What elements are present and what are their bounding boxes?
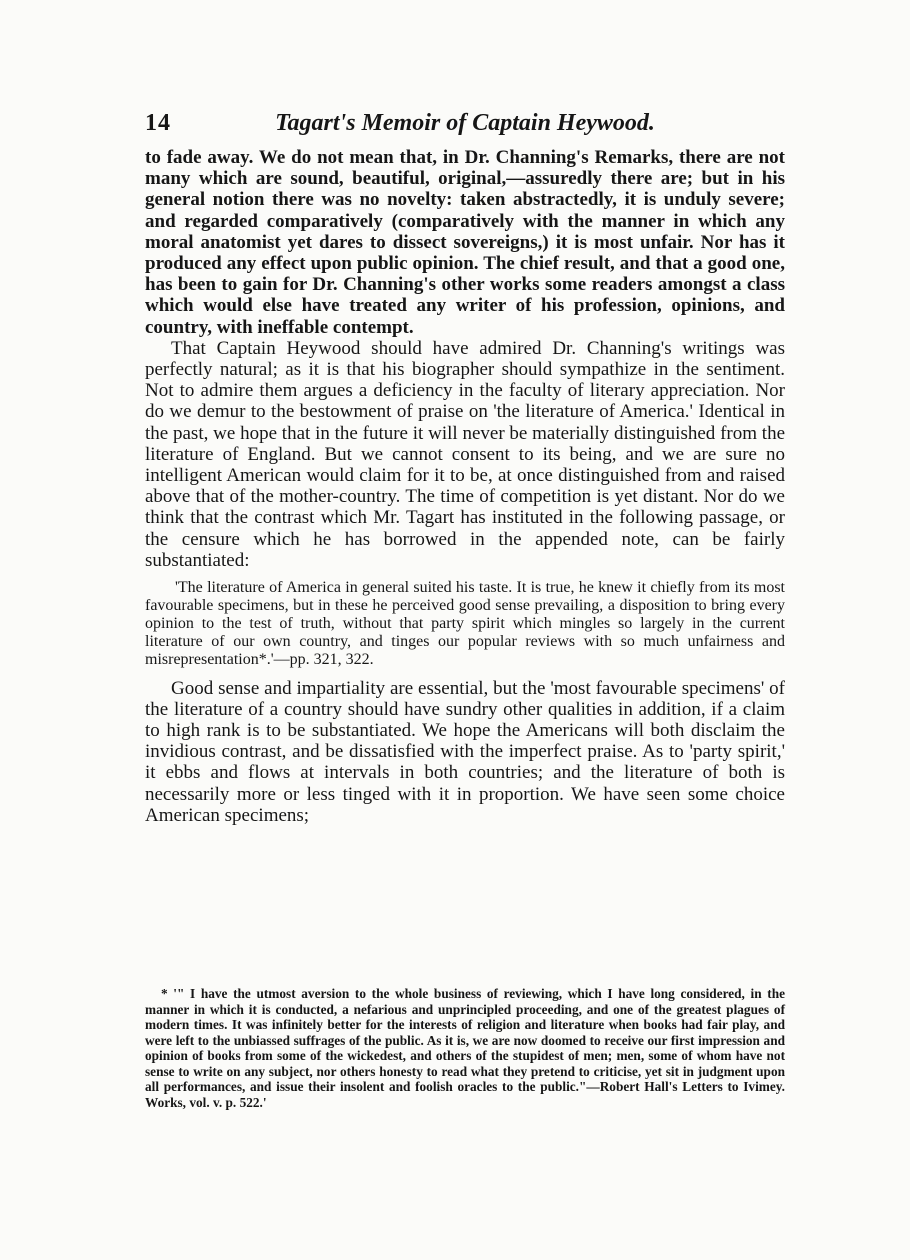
running-title: Tagart's Memoir of Captain Heywood. [275,110,655,136]
block-quote: 'The literature of America in general suited his taste. It is true, he knew it chiefly from its most favourable specimens, but in these he perceived good sense prevailing, a disposition to bring every opinion to the test of truth, without that party spirit which mingles so largely in the current literature of our own country, and tinges our popular reviews with so much unfairness and misrepresentation*.'—pp. 321, 322. [145,579,785,669]
page-number: 14 [145,110,171,136]
footnote: * '" I have the utmost aversion to the whole business of reviewing, which I have long considered, in the manner in which it is conducted, a nefarious and unprincipled proceeding, and one of the greatest plagues of modern times. It was infinitely better for the interests of religion and literature when books had fair play, and were left to the unbiassed suffrages of the public. As it is, we are now doomed to receive our first impression and opinion of books from some of the wickedest, and others of the stupidest of men; men, some of whom have not sense to write on any subject, nor others honesty to read what they pretend to criticise, yet sit in judgment upon all performances, and issue their insolent and foolish oracles to the public."—Robert Hall's Letters to Ivimey. Works, vol. v. p. 522.' [145,986,785,1110]
paragraph-continued: to fade away. We do not mean that, in Dr. Channing's Remarks, there are not many which are sound, beautiful, original,—assuredly there are; but in his general notion there was no novelty: taken abstractedly, it is unduly severe; and regarded comparatively (comparatively with the manner in which any moral anatomist yet dares to dissect sovereigns,) it is most unfair. Nor has it produced any effect upon public opinion. The chief result, and that a good one, has been to gain for Dr. Channing's other works some readers amongst a class which would else have treated any writer of his profession, opinions, and country, with ineffable contempt. [145,147,785,338]
body-text [145,147,785,826]
paragraph-heywood: That Captain Heywood should have admired Dr. Channing's writings was perfectly natural; as it is that his biographer should sympathize in the sentiment. Not to admire them argues a deficiency in the faculty of literary appreciation. Nor do we demur to the bestowment of praise on 'the literature of America.' Identical in the past, we hope that in the future it will never be materially distinguished from the literature of England. But we cannot consent to its being, and we are sure no intelligent American would claim for it to be, at once distinguished from and raised above that of the mother-country. The time of competition is yet distant. Nor do we think that the contrast which Mr. Tagart has instituted in the following passage, or the censure which he has borrowed in the appended note, can be fairly substantiated: [145,337,785,571]
page-header [145,110,785,144]
paragraph-good-sense: Good sense and impartiality are essential, but the 'most favourable specimens' of the literature of a country should have sundry other qualities in addition, if a claim to high rank is to be substantiated. We hope the Americans will both disclaim the invidious contrast, and be dissatisfied with the imperfect praise. As to 'party spirit,' it ebbs and flows at intervals in both countries; and the literature of both is necessarily more or less tinged with it in proportion. We have seen some choice American specimens; [145,677,785,826]
